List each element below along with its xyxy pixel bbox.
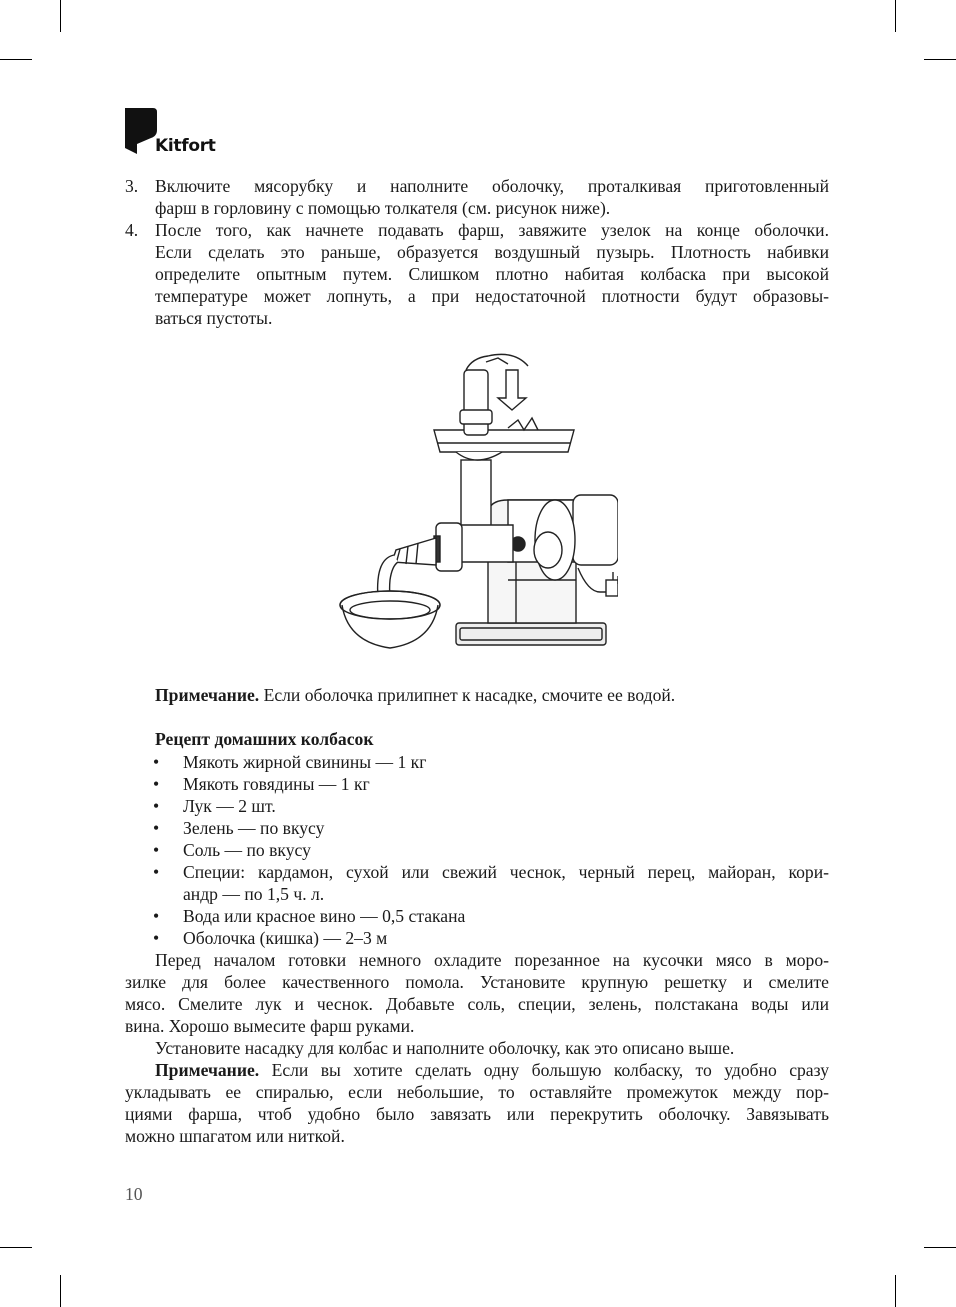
- bullet: •: [153, 928, 160, 948]
- text-line: Включите мясорубку и наполните оболочку, проталкивая приготовленный: [155, 176, 829, 196]
- body-paragraph: [125, 1037, 829, 1059]
- note-text: Если оболочка прилипнет к насадке, смочите ее водой.: [259, 685, 676, 705]
- ingredient-text: Зелень — по вкусу: [183, 818, 325, 838]
- list-item: [153, 927, 829, 949]
- ingredient-text: Мякоть жирной свинины — 1 кг: [183, 752, 427, 772]
- crop-mark: [895, 1275, 896, 1307]
- crop-mark: [0, 59, 32, 60]
- step-text: [155, 219, 829, 329]
- power-plug: [606, 580, 618, 596]
- note-label: Примечание.: [155, 1060, 260, 1080]
- text-line: циями фарша, чтоб удобно было завязать или перекрутить оболочку. Завязывать: [125, 1104, 829, 1124]
- ingredient-text: Соль — по вкусу: [183, 840, 311, 860]
- ingredient-text: Лук — 2 шт.: [183, 796, 276, 816]
- crop-mark: [924, 59, 956, 60]
- bullet: •: [153, 752, 160, 772]
- list-item: [153, 773, 829, 795]
- ingredient-text: андр — по 1,5 ч. л.: [183, 884, 325, 904]
- text-line: [125, 1059, 829, 1081]
- note-text: Если вы хотите сделать одну большую колбаску, то удобно сразу: [259, 1060, 829, 1080]
- base-plate: [456, 623, 606, 645]
- ingredient-text: Оболочка (кишка) — 2–3 м: [183, 928, 388, 948]
- crop-mark: [924, 1247, 956, 1248]
- power-cable: [578, 568, 608, 592]
- page-number: 10: [125, 1184, 143, 1204]
- text-line: ваться пустоты.: [155, 308, 273, 328]
- bullet: •: [153, 840, 160, 860]
- brand-name: Kitfort: [155, 136, 216, 156]
- meat-grinder-illustration: [338, 340, 618, 665]
- list-item: [153, 817, 829, 839]
- step-number: 4.: [125, 220, 139, 240]
- note-paragraph: [155, 684, 675, 706]
- feeding-tray: [434, 430, 574, 452]
- list-item: [153, 795, 829, 817]
- list-item: [153, 905, 829, 927]
- text-line: фарш в горловину с помощью толкателя (см. рисунок ниже).: [155, 198, 611, 218]
- motor-housing: [573, 495, 618, 565]
- bullet: •: [153, 796, 160, 816]
- text-line: После того, как начнете подавать фарш, завяжите узелок на конце оболочки.: [155, 220, 829, 240]
- sausage-nozzle: [392, 538, 436, 565]
- step-item: [125, 175, 829, 219]
- step-text: [155, 175, 829, 219]
- text-line: можно шпагатом или ниткой.: [125, 1126, 345, 1146]
- text-line: Перед началом готовки немного охладите порезанное на кусочки мясо в моро-: [155, 950, 829, 970]
- bullet: •: [153, 862, 160, 882]
- ingredient-text: Мякоть говядины — 1 кг: [183, 774, 370, 794]
- ingredients-list: [153, 751, 829, 949]
- bullet: •: [153, 818, 160, 838]
- step-number: 3.: [125, 176, 139, 196]
- list-item: [153, 839, 829, 861]
- bullet: •: [153, 774, 160, 794]
- text-line: укладывать ее спиралью, если небольшие, то оставляйте промежуток между пор-: [125, 1082, 829, 1102]
- body-paragraph: [125, 949, 829, 1037]
- text-line: зилке для более качественного помола. Установите крупную решетку и смелите: [125, 972, 829, 992]
- text-line: мясо. Смелите лук и чеснок. Добавьте соль, специи, зелень, полстакана воды или: [125, 994, 829, 1014]
- down-arrow: [498, 370, 526, 410]
- crop-mark: [895, 0, 896, 32]
- recipe-title: Рецепт домашних колбасок: [155, 729, 374, 749]
- crop-mark: [60, 1275, 61, 1307]
- note-label: Примечание.: [155, 685, 260, 705]
- crop-mark: [0, 1247, 32, 1248]
- crop-mark: [60, 0, 61, 32]
- list-item: [153, 861, 829, 905]
- ingredient-text: Специи: кардамон, сухой или свежий чеснок, черный перец, майоран, кори-: [183, 862, 829, 882]
- ingredient-text: Вода или красное вино — 0,5 стакана: [183, 906, 466, 926]
- step-item: [125, 219, 829, 329]
- text-line: определите опытным путем. Слишком плотно набитая колбаска при высокой: [155, 264, 829, 284]
- text-line: вина. Хорошо вымесите фарш руками.: [125, 1016, 415, 1036]
- list-item: [153, 751, 829, 773]
- text-line: Установите насадку для колбас и наполните оболочку, как это описано выше.: [155, 1038, 735, 1058]
- text-line: Если сделать это раньше, образуется воздушный пузырь. Плотность набивки: [155, 242, 829, 262]
- bullet: •: [153, 906, 160, 926]
- pusher: [464, 370, 488, 435]
- note-paragraph: [125, 1059, 829, 1147]
- text-line: температуре может лопнуть, а при недостаточной плотности будут образовы-: [155, 286, 829, 306]
